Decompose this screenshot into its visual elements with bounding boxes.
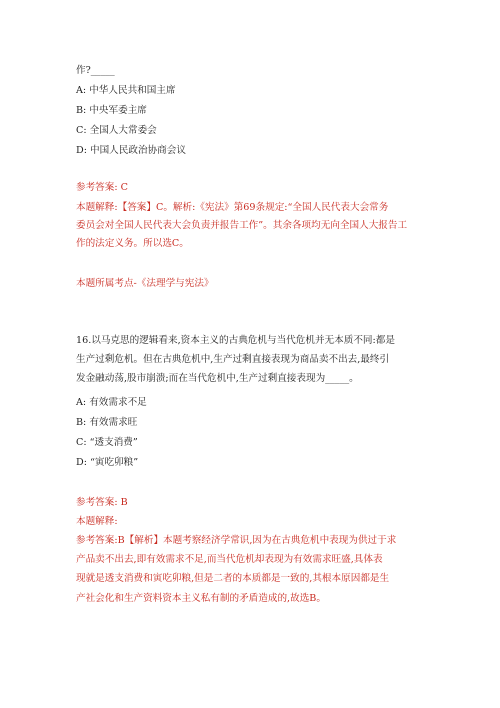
q16-explanation-line-1: 参考答案:B【解析】本题考察经济学常识,因为在古典危机中表现为供过于求 [76, 535, 397, 546]
q15-option-b: B: 中央军委主席 [76, 105, 147, 116]
q15-option-a: A: 中华人民共和国主席 [76, 85, 176, 96]
q15-option-c: C: 全国人大常委会 [76, 125, 157, 136]
q16-option-d: D: “寅吃卯粮” [76, 457, 139, 468]
q15-option-d: D: 中国人民政治协商会议 [76, 145, 186, 156]
q16-explanation-line-2: 产品卖不出去,即有效需求不足,而当代危机却表现为有效需求旺盛,具体表 [76, 554, 383, 565]
q16-explanation-label: 本题解释: [76, 516, 118, 527]
q16-explanation-line-3: 现就是透支消费和寅吃卯粮,但是二者的本质都是一致的,其根本原因都是生 [76, 573, 390, 584]
q15-stem-tail: 作?_____ [76, 65, 115, 76]
q15-topic: 本题所属考点-《法理学与宪法》 [76, 278, 214, 289]
q16-option-c: C: “透支消费” [76, 437, 138, 448]
q16-stem-line-3: 发金融动荡,股市崩溃;而在当代危机中,生产过剩直接表现为_____。 [76, 373, 359, 384]
q15-explanation-line-3: 作的法定义务。所以选C。 [76, 238, 189, 249]
q16-stem-line-1: 16.以马克思的逻辑看来,资本主义的古典危机与当代危机并无本质不同:都是 [76, 335, 395, 346]
q15-answer: 参考答案: C [76, 182, 128, 193]
q16-option-b: B: 有效需求旺 [76, 417, 138, 428]
q16-stem-line-2: 生产过剩危机。但在古典危机中,生产过剩直接表现为商品卖不出去,最终引 [76, 354, 390, 365]
q16-answer: 参考答案: B [76, 497, 128, 508]
q15-explanation-line-2: 委员会对全国人民代表大会负责并报告工作”。其余各项均无向全国人大报告工 [76, 220, 408, 231]
q16-option-a: A: 有效需求不足 [76, 397, 147, 408]
q15-explanation-line-1: 本题解释:【答案】C。解析:《宪法》第69条规定:“全国人民代表大会常务 [76, 202, 389, 213]
q16-explanation-line-4: 产社会化和生产资料资本主义私有制的矛盾造成的,故选B。 [76, 593, 326, 604]
